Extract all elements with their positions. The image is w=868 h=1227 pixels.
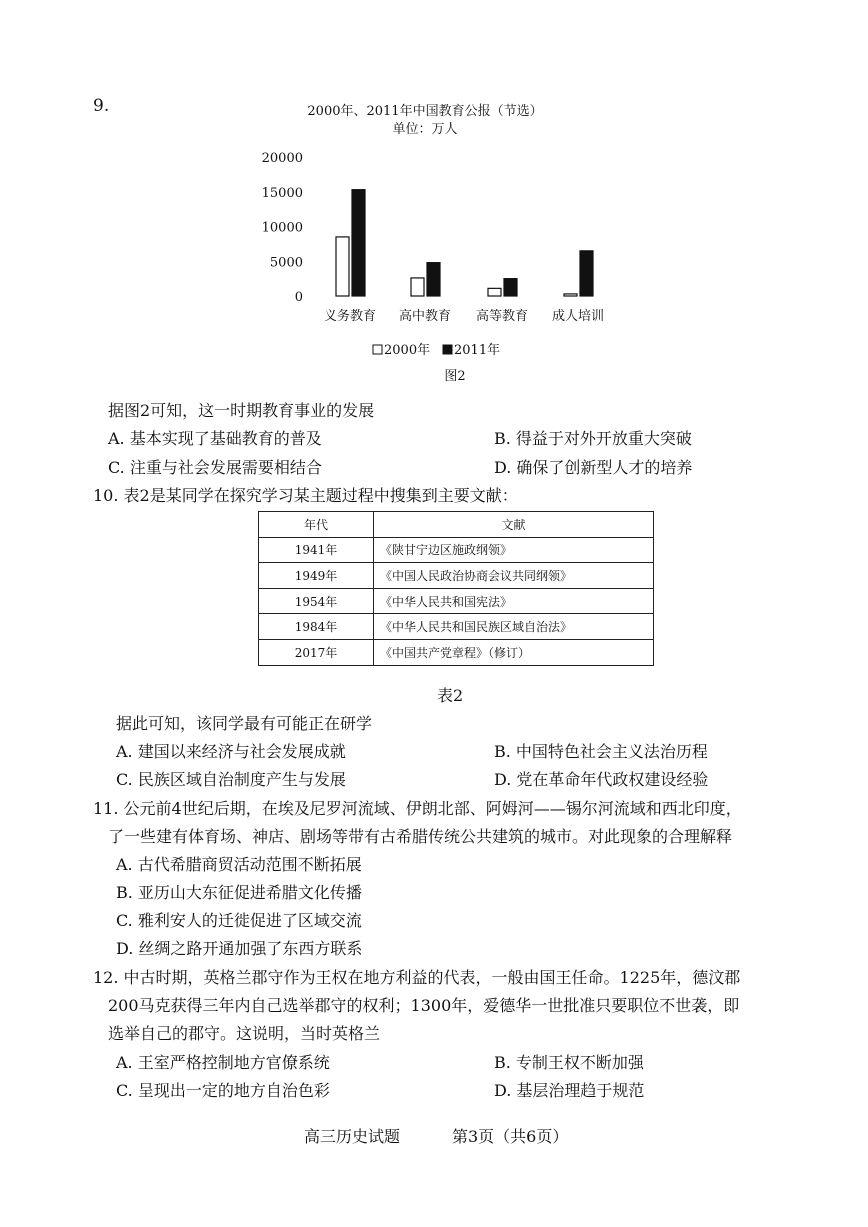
table-cell-doc: 《中华人民共和国民族区域自治法》 bbox=[374, 614, 654, 640]
x-tick-label: 成人培训 bbox=[551, 309, 605, 324]
legend-swatch bbox=[373, 345, 382, 354]
q11-stem-line1: 11. 公元前4世纪后期，在埃及尼罗河流域、伊朗北部、阿姆河——锡尔河流域和西北印度， bbox=[93, 799, 742, 818]
y-tick-label: 5000 bbox=[269, 255, 303, 271]
bar-2011年-高中教育 bbox=[427, 263, 440, 296]
q11-stem-line2: 了一些建有体育场、神店、剧场等带有古希腊传统公共建筑的城市。对此现象的合理解释 bbox=[108, 827, 733, 846]
q9-option-a[interactable]: A. 基本实现了基础教育的普及 bbox=[108, 429, 322, 448]
table-cell-year: 1941年 bbox=[259, 537, 374, 563]
q12-stem-line1: 12. 中古时期，英格兰郡守作为王权在地方利益的代表，一般由国王任命。1225年，德汶郡 bbox=[93, 968, 741, 987]
table-row bbox=[259, 537, 654, 563]
legend-label: 2011年 bbox=[454, 343, 501, 358]
q12-option-d[interactable]: D. 基层治理趋于规范 bbox=[494, 1081, 645, 1100]
table-cell-year: 2017年 bbox=[259, 639, 374, 665]
table-row bbox=[259, 563, 654, 589]
table-caption: 表2 bbox=[437, 686, 464, 705]
footer-title: 高三历史试题 bbox=[304, 1127, 401, 1146]
table-cell-year: 1984年 bbox=[259, 614, 374, 640]
table-header-doc: 文献 bbox=[374, 512, 654, 538]
q12-stem-line3: 选举自己的郡守。这说明，当时英格兰 bbox=[108, 1024, 381, 1043]
table-cell-doc: 《陕甘宁边区施政纲领》 bbox=[374, 537, 654, 563]
q12-option-b[interactable]: B. 专制王权不断加强 bbox=[494, 1053, 644, 1072]
table-row bbox=[259, 588, 654, 614]
legend-swatch bbox=[443, 345, 452, 354]
table-header-year: 年代 bbox=[259, 512, 374, 538]
bar-2011年-成人培训 bbox=[580, 251, 593, 296]
question-9-number: 9. bbox=[93, 96, 110, 116]
q11-option-b[interactable]: B. 亚历山大东征促进希腊文化传播 bbox=[116, 883, 362, 902]
bar-2000年-义务教育 bbox=[336, 237, 349, 296]
table-row bbox=[259, 614, 654, 640]
y-tick-label: 0 bbox=[294, 290, 303, 305]
q12-stem-line2: 200马克获得三年内自己选举郡守的权利；1300年，爱德华一世批准只要职位不世袭，即 bbox=[108, 996, 740, 1015]
q12-option-c[interactable]: C. 呈现出一定的地方自治色彩 bbox=[116, 1081, 330, 1100]
q9-stem: 据图2可知，这一时期教育事业的发展 bbox=[108, 401, 375, 420]
q10-option-b[interactable]: B. 中国特色社会主义法治历程 bbox=[494, 742, 708, 761]
q9-option-c[interactable]: C. 注重与社会发展需要相结合 bbox=[108, 458, 322, 477]
table-cell-year: 1949年 bbox=[259, 563, 374, 589]
q10-option-c[interactable]: C. 民族区域自治制度产生与发展 bbox=[116, 770, 346, 789]
bar-2011年-义务教育 bbox=[352, 190, 365, 296]
q10-stem: 据此可知，该同学最有可能正在研学 bbox=[116, 714, 373, 733]
document-table bbox=[258, 511, 654, 666]
bar-2000年-高中教育 bbox=[411, 278, 424, 296]
x-tick-label: 高等教育 bbox=[475, 309, 529, 324]
table-cell-doc: 《中国人民政治协商会议共同纲领》 bbox=[374, 563, 654, 589]
y-tick-label: 20000 bbox=[261, 151, 303, 166]
bar-2011年-高等教育 bbox=[504, 279, 517, 296]
q11-option-a[interactable]: A. 古代希腊商贸活动范围不断拓展 bbox=[116, 855, 362, 874]
legend-label: 2000年 bbox=[384, 343, 431, 358]
bar-2000年-高等教育 bbox=[488, 288, 501, 296]
x-tick-label: 义务教育 bbox=[323, 309, 377, 324]
table-cell-doc: 《中华人民共和国宪法》 bbox=[374, 588, 654, 614]
q10-option-d[interactable]: D. 党在革命年代政权建设经验 bbox=[494, 770, 709, 789]
chart-title: 2000年、2011年中国教育公报（节选） bbox=[307, 104, 543, 119]
table-cell-year: 1954年 bbox=[259, 588, 374, 614]
y-tick-label: 15000 bbox=[261, 185, 303, 201]
table-row bbox=[259, 639, 654, 665]
bar-2000年-成人培训 bbox=[564, 294, 577, 296]
chart-subtitle: 单位：万人 bbox=[392, 122, 458, 137]
q9-option-b[interactable]: B. 得益于对外开放重大突破 bbox=[494, 429, 692, 448]
footer-page: 第3页（共6页） bbox=[452, 1127, 569, 1146]
figure-label: 图2 bbox=[444, 369, 466, 384]
q10-option-a[interactable]: A. 建国以来经济与社会发展成就 bbox=[116, 742, 346, 761]
education-bar-chart bbox=[255, 100, 635, 390]
q11-option-c[interactable]: C. 雅利安人的迁徙促进了区域交流 bbox=[116, 911, 362, 930]
table-header-row bbox=[259, 512, 654, 538]
y-tick-label: 10000 bbox=[261, 220, 303, 236]
table-cell-doc: 《中国共产党章程》（修订） bbox=[374, 639, 654, 665]
q10-intro: 10. 表2是某同学在探究学习某主题过程中搜集到主要文献： bbox=[93, 486, 518, 505]
q9-option-d[interactable]: D. 确保了创新型人才的培养 bbox=[494, 458, 693, 477]
q11-option-d[interactable]: D. 丝绸之路开通加强了东西方联系 bbox=[116, 939, 363, 958]
q12-option-a[interactable]: A. 王室严格控制地方官僚系统 bbox=[116, 1053, 330, 1072]
x-tick-label: 高中教育 bbox=[398, 309, 452, 324]
